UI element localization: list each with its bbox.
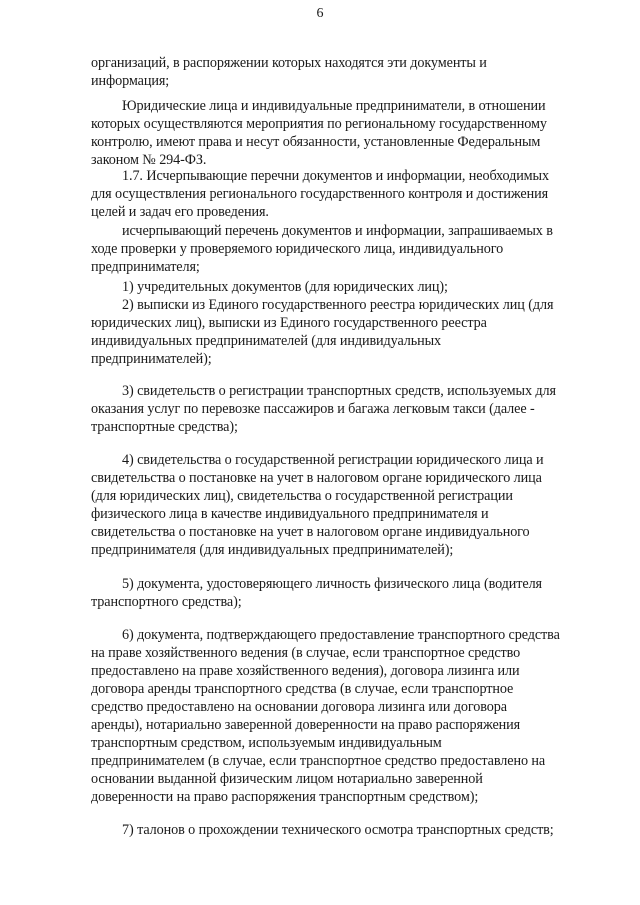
list-item-7: 7) талонов о прохождении технического осмотра транспортных средств; bbox=[122, 822, 554, 838]
text-line: предпринимателем (в случае, если транспортное средство предоставлено на bbox=[91, 753, 546, 769]
text-line: транспортным средством, используемым индивидуальным bbox=[91, 735, 442, 751]
text-line: организаций, в распоряжении которых находятся эти документы и bbox=[91, 55, 487, 71]
text-line: свидетельства о постановке на учет в налоговом органе юридического лица bbox=[91, 470, 542, 486]
text-line: которых осуществляются мероприятия по региональному государственному bbox=[91, 116, 547, 132]
text-line: целей и задач его проведения. bbox=[91, 204, 269, 220]
text-line: транспортные средства); bbox=[91, 419, 238, 435]
text-line: свидетельства о постановке на учет в налоговом органе индивидуального bbox=[91, 524, 530, 540]
list-item-6: 6) документа, подтверждающего предоставление транспортного средства bbox=[122, 627, 560, 643]
list-item-1: 1) учредительных документов (для юридических лиц); bbox=[122, 279, 448, 295]
text-line: законом № 294-ФЗ. bbox=[91, 152, 207, 168]
page-number: 6 bbox=[316, 6, 324, 21]
text-line: исчерпывающий перечень документов и информации, запрашиваемых в bbox=[122, 223, 553, 239]
text-line: предпринимателя (для индивидуальных предпринимателей); bbox=[91, 542, 454, 558]
text-line: оказания услуг по перевозке пассажиров и багажа легковым такси (далее - bbox=[91, 401, 535, 417]
text-line: физического лица в качестве индивидуального предпринимателя и bbox=[91, 506, 489, 522]
list-item-3: 3) свидетельств о регистрации транспортных средств, используемых для bbox=[122, 383, 556, 399]
text-line: основании выданной физическим лицом нотариально заверенной bbox=[91, 771, 483, 787]
text-line: для осуществления регионального государственного контроля и достижения bbox=[91, 186, 549, 202]
text-line: информация; bbox=[91, 73, 170, 89]
text-line: на праве хозяйственного ведения (в случае, если транспортное средство bbox=[91, 645, 521, 661]
text-line: договора аренды транспортного средства (в случае, если транспортное bbox=[91, 681, 514, 697]
list-item-5: 5) документа, удостоверяющего личность физического лица (водителя bbox=[122, 576, 542, 592]
text-line: юридических лиц), выписки из Единого государственного реестра bbox=[91, 315, 487, 331]
text-line: Юридические лица и индивидуальные предприниматели, в отношении bbox=[122, 98, 546, 114]
text-line: ходе проверки у проверяемого юридического лица, индивидуального bbox=[91, 241, 504, 257]
text-line: индивидуальных предпринимателей (для индивидуальных bbox=[91, 333, 442, 349]
text-line: доверенности на право распоряжения транспортным средством); bbox=[91, 789, 479, 805]
text-line: средство предоставлено на основании договора лизинга или договора bbox=[91, 699, 507, 715]
text-line: предоставлено на праве хозяйственного ведения), договора лизинга или bbox=[91, 663, 520, 679]
text-line: предпринимателя; bbox=[91, 259, 200, 275]
text-line: аренды), нотариально заверенной доверенности на право распоряжения bbox=[91, 717, 521, 733]
text-line: (для юридических лиц), свидетельства о государственной регистрации bbox=[91, 488, 513, 504]
text-line: контролю, имеют права и несут обязанности, установленные Федеральным bbox=[91, 134, 541, 150]
text-line: предпринимателей); bbox=[91, 351, 212, 367]
text-line: 1.7. Исчерпывающие перечни документов и информации, необходимых bbox=[122, 168, 549, 184]
list-item-4: 4) свидетельства о государственной регистрации юридического лица и bbox=[122, 452, 544, 468]
list-item-2: 2) выписки из Единого государственного реестра юридических лиц (для bbox=[122, 297, 554, 313]
text-line: транспортного средства); bbox=[91, 594, 242, 610]
